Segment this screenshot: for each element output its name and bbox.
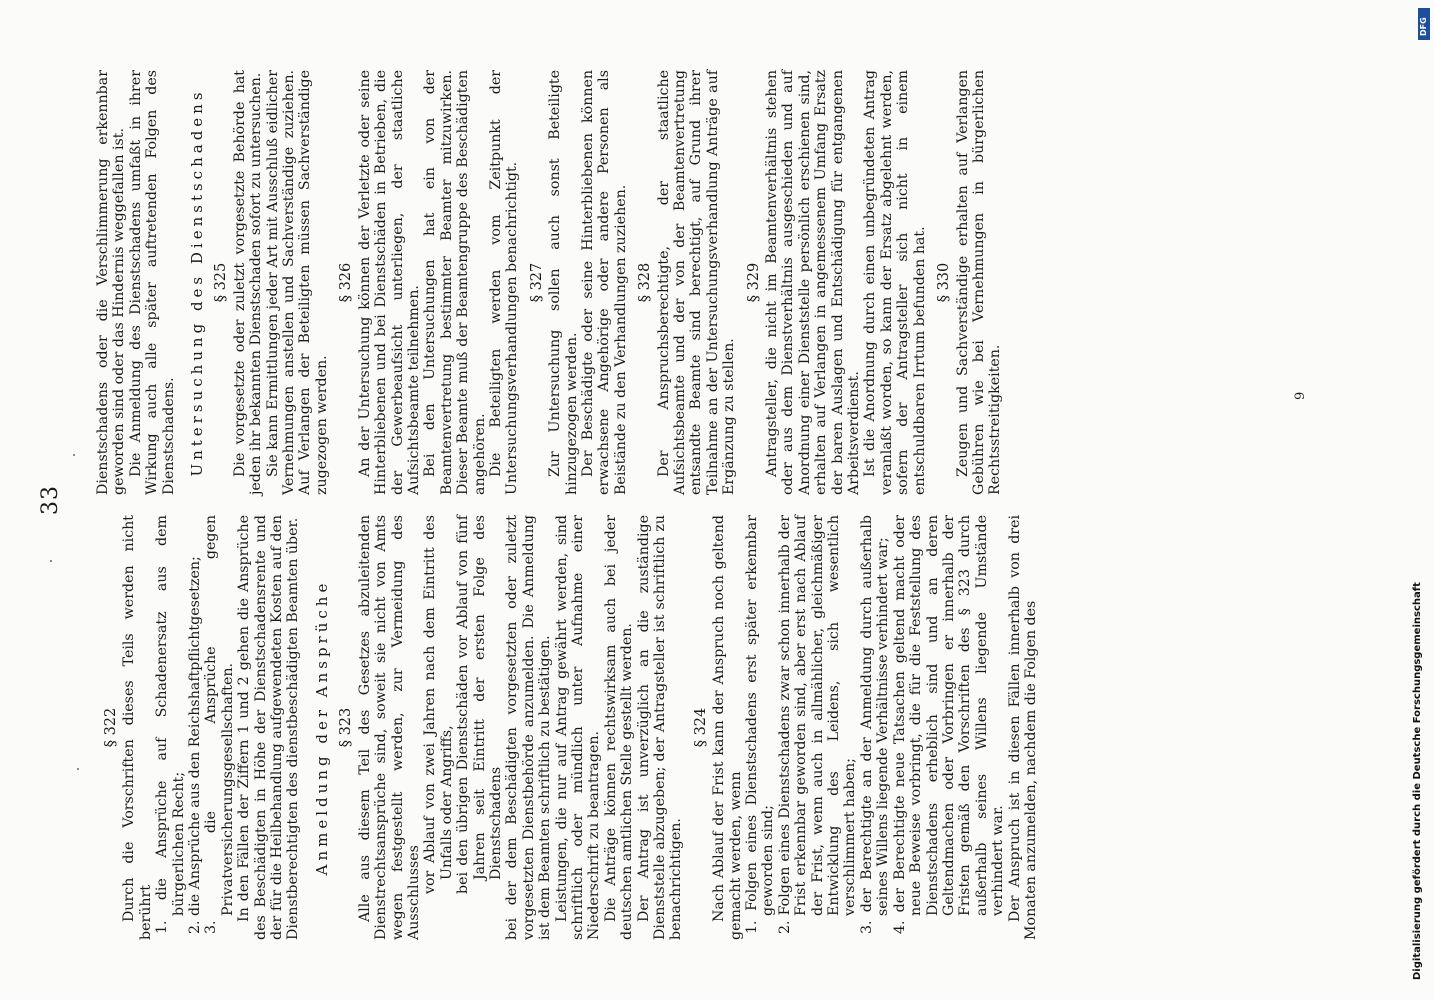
paragraph: Nach Ablauf der Frist kann der Anspruch noch geltend gemacht werden, wenn [711, 515, 744, 940]
scan-speck [77, 768, 79, 770]
list-item: 3. der Berechtigte an der Anmeldung durch außerhalb seines Willens liegende Verhältnisse verhindert war; [858, 515, 892, 934]
paragraph: Die vorgesetzte oder zuletzt vorgesetzte Behörde hat jeden ihr bekannten Dienstschaden sofort zu untersuchen. [231, 70, 265, 495]
rotated-page-content [38, 60, 1325, 940]
footer-number: 9 [1293, 391, 1308, 400]
list-item: 1. die Ansprüche auf Schadenersatz aus dem bürgerlichen Recht; [154, 515, 187, 934]
paragraph: Zur Untersuchung sollen auch sonst Beteiligte hinzugezogen werden. [547, 70, 580, 495]
dfg-logo [1418, 8, 1430, 40]
list-item: 4. der Berechtigte neue Tatsachen geltend macht oder neue Beweise vorbringt, die für die Feststellung des Dienstschadens erheblich sind und an deren Geltendmachen oder Vorbringen er innerhalb der Fristen gemäß den Vorschriften des § 323 durch außerhalb seines Willens liegende Umstände verhindert war. [891, 515, 1007, 934]
list-subitem: bei den übrigen Dienstschäden vor Ablauf von fünf Jahren seit Eintritt der ersten Folge des Dienstschadens [455, 515, 504, 894]
paragraph: Der Antrag ist unverzüglich an die zuständige Dienststelle abzugeben; der Antragsteller ist schriftlich zu benachrichtigen. [635, 515, 685, 940]
section-number: § 324 [692, 707, 709, 748]
list-subitem: vor Ablauf von zwei Jahren nach dem Eintritt des Unfalls oder Angriffs, [422, 515, 455, 894]
section-heading: Anmeldung der Ansprüche [312, 579, 331, 876]
paragraph: Alle aus diesem Teil des Gesetzes abzuleitenden Dienstrechtsansprüche sind, soweit sie nicht von Amts wegen festgestellt werden, zur Vermeidung des Ausschlusses [356, 515, 422, 940]
watermark-strip [1398, 0, 1434, 1000]
list-item: 1. Folgen eines Dienstschadens erst später erkennbar geworden sind; [744, 515, 777, 934]
dfg-logo-text: DFG [1419, 17, 1428, 36]
paragraph: An der Untersuchung können der Verletzte oder seine Hinterbliebenen und bei Dienstschäden in Betrieben, die der Gewerbeaufsicht unterliegen, der staatliche Aufsichtsbeamte teilnehmen. [356, 70, 422, 495]
paragraph: Der Anspruch ist in diesen Fällen innerhalb von drei Monaten anzumelden, nachdem die Folgen des [1006, 515, 1039, 940]
section-number: § 322 [103, 707, 119, 748]
section-number: § 326 [338, 262, 355, 303]
paragraph: Zeugen und Sachverständige erhalten auf Verlangen Gebühren wie bei Vernehmungen in bürgerlichen Rechtsstreitigkeiten. [954, 70, 1004, 495]
section-heading: Untersuchung des Dienstschadens [188, 88, 207, 477]
scan-speck [73, 454, 75, 456]
paragraph: bei der dem Beschädigten vorgesetzten oder zuletzt vorgesetzten Dienstbehörde anzumelden. Die Anmeldung ist dem Beamten schriftlich zu bestätigen. [504, 515, 554, 940]
paragraph: Durch die Vorschriften dieses Teils werden nicht berührt [121, 515, 154, 940]
paragraph: In den Fällen der Ziffern 1 und 2 gehen die Ansprüche des Beschädigten in Höhe der Dienstschadensrente und der für die Heilbehandlung aufgewendeten Kosten auf den Dienstberechtigten des dienstbeschädigten Beamten über. [236, 515, 302, 940]
paragraph: Antragsteller, die nicht im Beamtenverhältnis stehen oder aus dem Dienstverhältnis ausgeschieden und auf Anordnung einer Dienststelle persönlich erschienen sind, erhalten auf Verlangen in angemessenem Umfang Ersatz der baren Auslagen und Entschädigung für entgangenen Arbeitsverdienst. [764, 70, 863, 495]
list-item: 2. die Ansprüche aus den Reichshaftpflichtgesetzen; [187, 556, 204, 934]
list-item: 2. Folgen eines Dienstschadens zwar schon innerhalb der Frist erkennbar geworden sind, aber erst nach Ablauf der Frist, wenn auch in allmählicher, gleichmäßiger Entwicklung des Leidens, sich wesentlich verschlimmert haben; [776, 515, 859, 934]
section-number: § 330 [936, 262, 953, 303]
paragraph: Die Anträge können rechtswirksam auch bei jeder deutschen amtlichen Stelle gestellt werden. [602, 515, 636, 940]
paragraph: Der Beschädigte oder seine Hinterbliebenen können erwachsene Angehörige oder andere Personen als Beistände zu den Verhandlungen zuziehen. [579, 70, 629, 495]
right-column [95, 70, 1004, 495]
section-number: § 323 [338, 707, 355, 748]
paragraph: Sie kann Ermittlungen jeder Art mit Ausschluß eidlicher Vernehmungen anstellen und Sachverständige zuziehen. Auf Verlangen der Beteiligten müssen Sachverständige zugezogen werden. [264, 70, 330, 495]
watermark-text: Digitalisierung gefördert durch die Deutsche Forschungsgemeinschaft [1412, 582, 1423, 980]
paragraph: Die Anmeldung des Dienstschadens umfaßt in ihrer Wirkung auch alle später auftretenden Folgen des Dienstschadens. [127, 70, 177, 495]
paragraph: Ist die Anordnung durch einen unbegründeten Antrag veranlaßt worden, so kann der Ersatz abgelehnt werden, sofern der Antragsteller sich nicht in einem entschuldbaren Irrtum befunden hat. [862, 70, 928, 495]
paragraph: Dienstschadens oder die Verschlimmerung erkennbar geworden sind oder das Hindernis weggefallen ist. [95, 70, 128, 495]
paragraph: Die Beteiligten werden vom Zeitpunkt der Untersuchungsverhandlungen benachrichtigt. [487, 70, 521, 495]
scan-speck [50, 560, 52, 562]
left-column [95, 515, 1039, 940]
page-number: 33 [38, 485, 63, 515]
section-number: § 327 [528, 262, 545, 303]
paragraph: Bei den Untersuchungen hat ein von der Beamtenvertretung bestimmter Beamter mitzuwirken. Dieser Beamte muß der Beamtengruppe des Beschädigten angehören. [422, 70, 488, 495]
section-number: § 328 [637, 262, 654, 303]
section-number: § 329 [745, 262, 762, 303]
paragraph: Der Anspruchsberechtigte, der staatliche Aufsichtsbeamte und der von der Beamtenvertretung entsandte Beamte sind berechtigt, auf Grund ihrer Teilnahme an der Untersuchungsverhandlung Anträge auf Ergänzung zu stellen. [655, 70, 738, 495]
section-number: § 325 [213, 262, 230, 303]
paragraph: Leistungen, die nur auf Antrag gewährt werden, sind schriftlich oder mündlich unter Aufnahme einer Niederschrift zu beantragen. [553, 515, 603, 940]
list-item: 3. die Ansprüche gegen Privatversicherungsgesellschaften. [203, 515, 236, 934]
